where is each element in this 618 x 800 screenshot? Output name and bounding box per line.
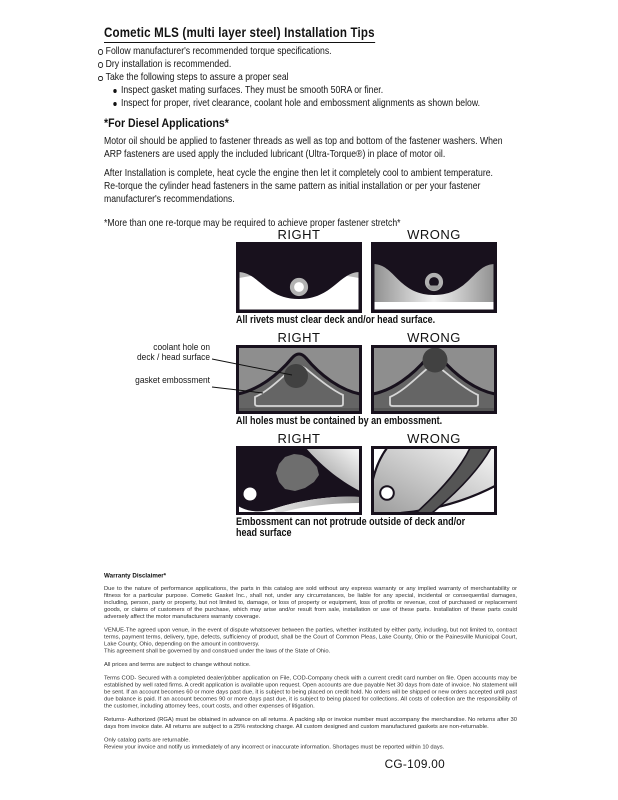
figure-boxes xyxy=(236,242,498,313)
right-label: RIGHT xyxy=(277,227,321,242)
sub-bullet-item xyxy=(113,97,574,110)
bolt-hole xyxy=(380,486,394,500)
bullet-text: Inspect gasket mating surfaces. They must be smooth 50RA or finer. xyxy=(120,85,384,97)
coolant-hole xyxy=(423,347,448,372)
bullet-text: Take the following steps to assure a proper seal xyxy=(105,72,289,84)
diesel-section xyxy=(104,116,584,230)
disclaimer-paragraph: All prices and terms are subject to change without notice. xyxy=(104,661,251,668)
coolant-hole-callout xyxy=(117,343,210,364)
callout-line: coolant hole on xyxy=(153,341,210,353)
rivet-icon xyxy=(292,280,306,294)
figure-boxes xyxy=(236,345,498,414)
right-label: RIGHT xyxy=(277,430,321,446)
bullet-item xyxy=(98,71,574,84)
figure-embossment-protrusion xyxy=(236,431,498,541)
hole-wrong-diagram xyxy=(371,345,497,414)
figure-rivet-clearance xyxy=(236,227,498,327)
bullet-text: Dry installation is recommended. xyxy=(105,59,232,71)
figure-hole-containment xyxy=(135,329,498,428)
bullet-item xyxy=(98,45,574,58)
page-code: CG-109.00 xyxy=(384,757,445,771)
disclaimer-heading: Warranty Disclaimer* xyxy=(104,572,167,579)
disclaimer-paragraph: Returns- Authorized (RGA) must be obtained in advance on all returns. A packing slip or invoice number must accompany the merchandise. No returns after 30 days from invoice date. All returns are subject to a 25% restocking charge. All custom designed and custom manufactured gaskets are non-returnable. xyxy=(104,716,517,730)
disclaimer-paragraph: VENUE-The agreed upon venue, in the event of dispute whatsoever between the parties, whether instituted by either party, including, but not limited to, contract terms, payment terms, delivery, type, defects, sufficiency of product, shall be the Court of Common Pleas, Lake County, Ohio or the Painesville Municipal Court, Lake County, Ohio, depending on the amount in controversy. xyxy=(104,626,517,647)
rivet-right-diagram xyxy=(236,242,362,313)
callout-line: deck / head surface xyxy=(137,352,210,364)
figure-labels xyxy=(236,227,498,242)
embossment-right-diagram xyxy=(236,446,362,515)
figure-caption: All holes must be contained by an embossment. xyxy=(236,414,443,427)
retorque-note: *More than one re-torque may be required to achieve proper fastener stretch* xyxy=(104,217,401,229)
right-label: RIGHT xyxy=(277,329,321,345)
title-section xyxy=(104,24,375,43)
page-title: Cometic MLS (multi layer steel) Installation Tips xyxy=(104,25,375,43)
disclaimer-paragraph: Due to the nature of performance applications, the parts in this catalog are sold without any express warranty or any implied warranty of merchantability or fitness for a particular purpose. Cometic Gasket Inc., shall not, under any circumstances, be liable for any special, incidental or consequential damages, including, person, party or property, but not limited to, damage, or loss of property or equipment, loss of profits or revenue, cost of purchased or replacement goods, or claims of customers of the purchase, which may arise and/or result from sale, installation or use of these parts. Installation of these parts could adversely affect the motor manufacturers warranty coverage. xyxy=(104,585,517,620)
figures-section xyxy=(135,227,498,540)
tips-bullet-list xyxy=(98,45,574,110)
coolant-hole xyxy=(284,364,308,388)
warranty-disclaimer xyxy=(104,572,517,751)
disclaimer-paragraph: This agreement shall be governed by and construed under the laws of the State of Ohio. xyxy=(104,647,331,654)
embossment-wrong-diagram xyxy=(371,446,497,515)
bolt-hole xyxy=(244,487,257,500)
figure-labels xyxy=(236,431,498,446)
bullet-text: Inspect for proper, rivet clearance, coolant hole and embossment alignments as shown below. xyxy=(120,98,481,110)
disclaimer-paragraph: Review your invoice and notify us immediately of any incorrect or inaccurate information. Shortages must be reported within 10 days. xyxy=(104,743,445,750)
bullet-item xyxy=(98,58,574,71)
diesel-paragraph-1: Motor oil should be applied to fastener threads as well as top and bottom of the fastener washers. When ARP fasteners are used apply the included lubricant (Ultra-Torque®) in place of motor oil. xyxy=(104,136,503,160)
bullet-text: Follow manufacturer's recommended torque specifications. xyxy=(105,46,332,57)
diesel-heading: *For Diesel Applications* xyxy=(104,116,229,130)
hole-right-diagram xyxy=(236,345,362,414)
wrong-label: WRONG xyxy=(407,329,461,345)
sub-bullet-item xyxy=(113,84,574,97)
figure-labels xyxy=(236,330,498,345)
figure-boxes xyxy=(236,446,498,515)
figure-caption: Embossment can not protrude outside of deck and/or head surface xyxy=(236,515,466,540)
figure-caption: All rivets must clear deck and/or head surface. xyxy=(236,314,436,326)
disclaimer-paragraph: Only catalog parts are returnable. xyxy=(104,736,191,743)
wrong-label: WRONG xyxy=(407,430,461,446)
wrong-label: WRONG xyxy=(407,227,461,242)
gasket-embossment-callout: gasket embossment xyxy=(135,374,210,386)
rivet-wrong-diagram xyxy=(371,242,497,313)
disclaimer-paragraph: Terms COD- Secured with a completed dealer/jobber application on File, COD-Company check with a current credit card number on file. Open accounts may be established by well rated firms. A credit application is available upon request. Open accounts are due payable Net 30 days from date of invoice. No statement will be sent. If an account becomes 60 or more days past due, it is subject to being placed on credit hold. No orders will be shipped or new orders accepted until past due balance is paid. If an account becomes 90 or more days past due, it is subject to being placed for collections. All costs of collection are the responsibility of the customer, including attorney fees, court costs, and other expenses of litigation. xyxy=(104,674,517,709)
diesel-paragraph-2: After Installation is complete, heat cycle the engine then let it completely cool to ambient temperature. Re-torque the cylinder head fasteners in the same pattern as initial installation or per your fastener manufacturer's recommendations. xyxy=(104,168,493,205)
